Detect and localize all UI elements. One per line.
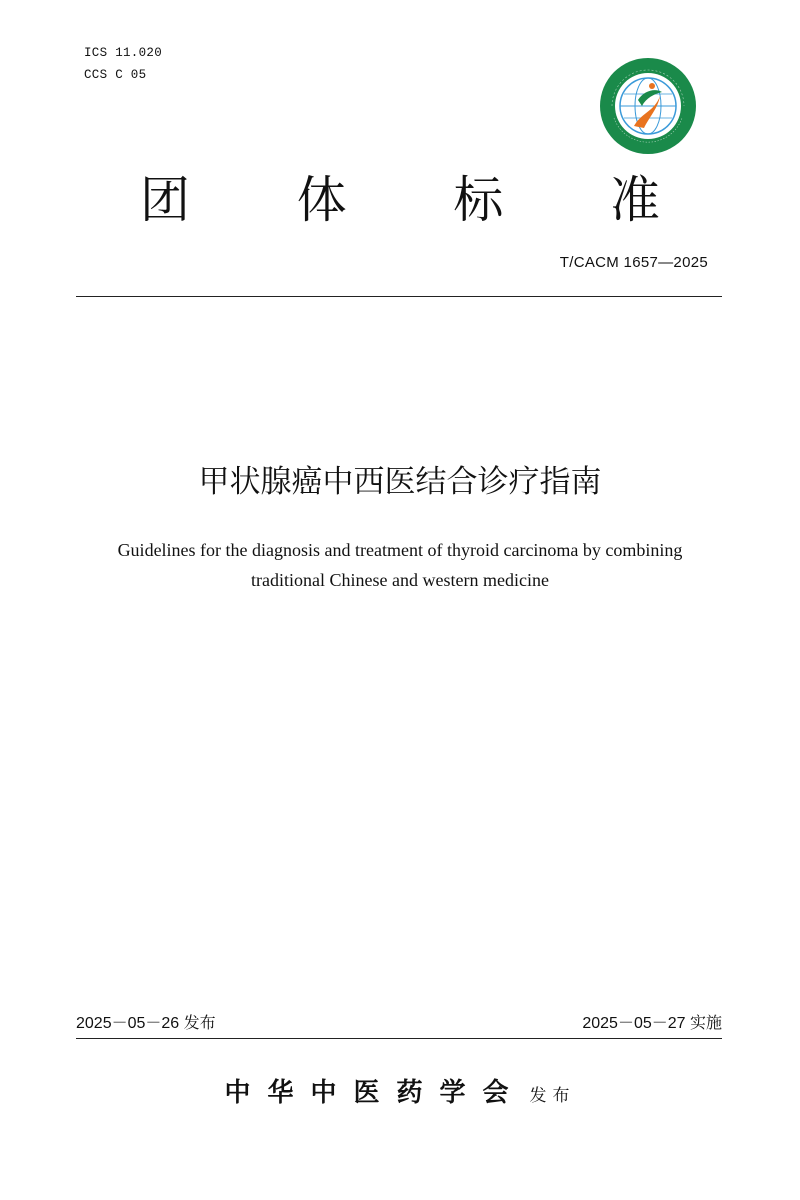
standard-number: T/CACM 1657—2025	[559, 254, 708, 271]
english-title-line: traditional Chinese and western medicine	[251, 570, 549, 590]
chinese-title: 甲状腺癌中西医结合诊疗指南	[198, 464, 602, 500]
english-title-line: Guidelines for the diagnosis and treatment of thyroid carcinoma by combining	[117, 540, 683, 560]
issue-date: 2025－05－26 发布	[76, 1015, 216, 1032]
title-char: 标	[453, 171, 504, 229]
publisher-suffix: 发布	[529, 1086, 576, 1106]
association-seal-icon	[598, 56, 698, 156]
bottom-divider	[76, 1038, 722, 1039]
english-title	[60, 535, 740, 595]
ics-code: ICS 11.020	[84, 46, 163, 60]
effective-date: 2025－05－27 实施	[582, 1015, 722, 1032]
top-divider	[76, 296, 722, 297]
classification-codes	[84, 42, 162, 86]
title-char: 准	[609, 171, 660, 229]
document-type-title	[135, 165, 665, 235]
title-char: 体	[296, 171, 347, 229]
title-char: 团	[140, 171, 190, 229]
publisher-name: 中华中医药学会	[224, 1078, 526, 1108]
publisher-line	[0, 1072, 800, 1109]
ccs-code: CCS C 05	[84, 68, 147, 82]
